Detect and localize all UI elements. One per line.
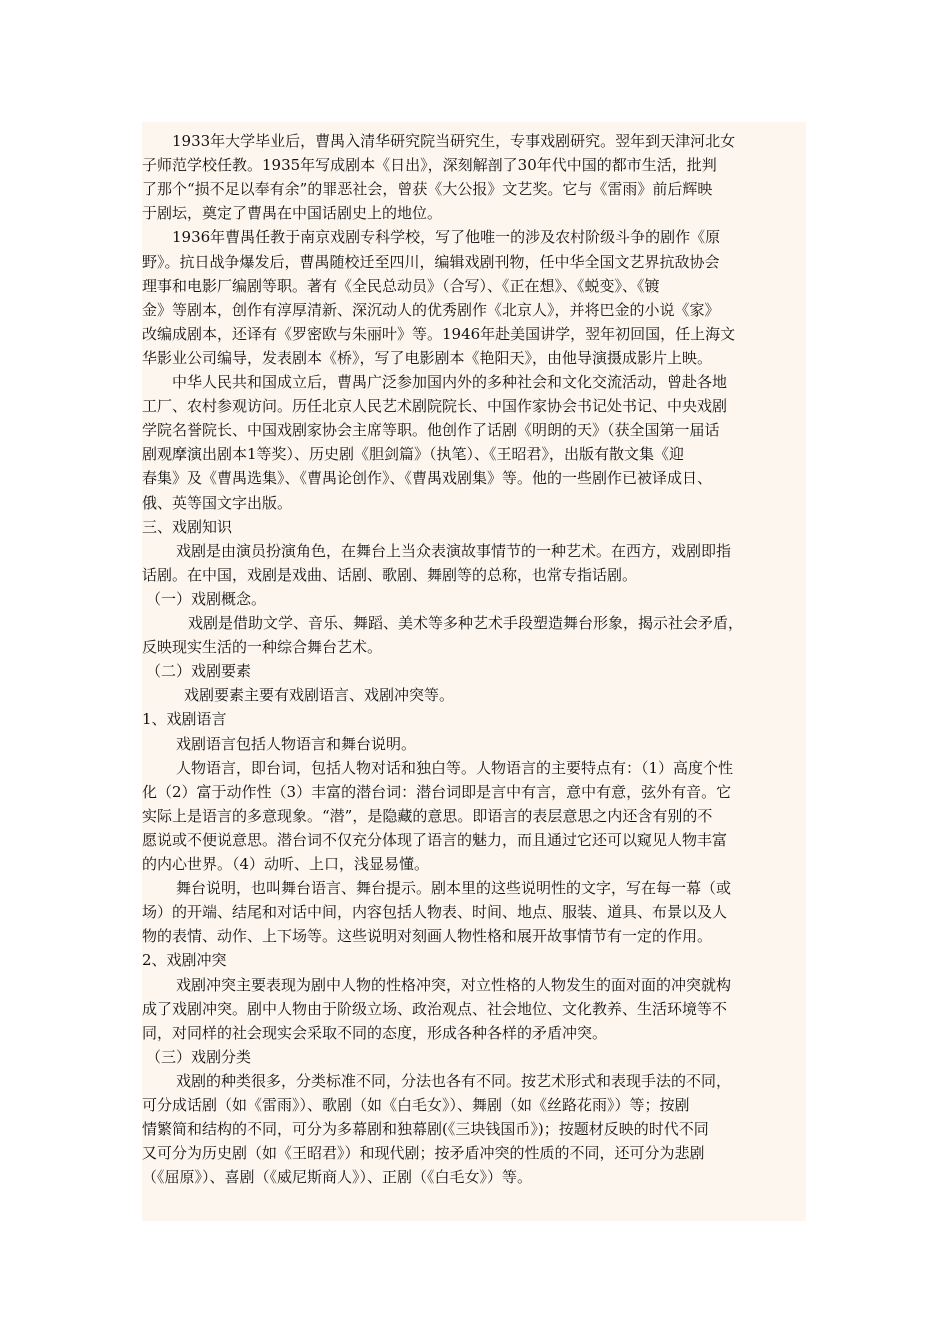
text-line: 戏剧的种类很多，分类标准不同，分法也各有不同。按艺术形式和表现手法的不同，: [176, 1071, 732, 1090]
text-line: 戏剧是借助文学、音乐、舞蹈、美术等多种艺术手段塑造舞台形象，揭示社会矛盾，: [188, 614, 744, 632]
text-line: 愿说或不便说意思。潜台词不仅充分体现了语言的魅力，而且通过它还可以窥见人物丰富: [142, 830, 728, 849]
text-line: （二）戏剧要素: [146, 662, 252, 681]
text-line: 话剧。在中国，戏剧是戏曲、话剧、歌剧、舞剧等的总称，也常专指话剧。: [142, 565, 638, 584]
text-line: 中华人民共和国成立后，曹禺广泛参加国内外的多种社会和文化交流活动，曾赴各地: [172, 373, 728, 391]
text-line: 物的表情、动作、上下场等。这些说明对刻画人物性格和展开故事情节有一定的作用。: [142, 927, 713, 946]
text-line: 子师范学校任教。1935年写成剧本《日出》，深刻解剖了30年代中国的都市生活，批判: [142, 156, 717, 175]
text-line: 戏剧是由演员扮演角色，在舞台上当众表演故事情节的一种艺术。在西方，戏剧即指: [176, 541, 732, 560]
text-line: 金》等剧本，创作有淳厚清新、深沉动人的优秀剧作《北京人》，并将巴金的小说《家》: [142, 300, 720, 319]
text-line: 2、戏剧冲突: [142, 951, 227, 970]
text-line: 化（2）富于动作性（3）丰富的潜台词：潜台词即是言中有言，意中有意，弦外有音。它: [142, 782, 732, 801]
text-line: （《屈原》）、喜剧（《威尼斯商人》）、正剧（《白毛女》）等。: [142, 1168, 533, 1187]
text-line: 1936年曹禺任教于南京戏剧专科学校，写了他唯一的涉及农村阶级斗争的剧作《原: [172, 228, 721, 247]
text-line: 于剧坛，奠定了曹禺在中国话剧史上的地位。: [142, 204, 443, 223]
document-body: [142, 122, 806, 1221]
text-line: 1933年大学毕业后，曹禺入清华研究院当研究生，专事戏剧研究。翌年到天津河北女: [172, 132, 736, 150]
text-line: 场）的开端、结尾和对话中间，内容包括人物表、时间、地点、服装、道具、布景以及人: [142, 903, 728, 922]
text-line: 人物语言，即台词，包括人物对话和独白等。人物语言的主要特点有：（1）高度个性: [176, 758, 734, 777]
text-line: 戏剧冲突主要表现为剧中人物的性格冲突，对立性格的人物发生的面对面的冲突就构: [176, 975, 732, 994]
text-line: 学院名誉院长、中国戏剧家协会主席等职。他创作了话剧《明朗的天》（获全国第一届话: [142, 421, 720, 440]
text-line: 了那个“损不足以奉有余”的罪恶社会，曾获《大公报》文艺奖。它与《雷雨》前后辉映: [142, 180, 713, 199]
text-line: 剧观摩演出剧本1等奖）、历史剧《胆剑篇》（执笔）、《王昭君》，出版有散文集《迎: [142, 445, 685, 464]
text-line: 舞台说明，也叫舞台语言、舞台提示。剧本里的这些说明性的文字，写在每一幕（或: [176, 879, 732, 898]
text-line: 可分成话剧（如《雷雨》）、歌剧（如《白毛女》）、舞剧（如《丝路花雨》）等；按剧: [142, 1096, 690, 1114]
text-line: 俄、英等国文字出版。: [142, 493, 293, 512]
text-line: 情繁简和结构的不同，可分为多幕剧和独幕剧(《三块钱国币》)；按题材反映的时代不同: [142, 1120, 709, 1139]
text-line: 又可分为历史剧（如《王昭君》）和现代剧；按矛盾冲突的性质的不同，还可分为悲剧: [142, 1144, 705, 1163]
text-line: 工厂、农村参观访问。历任北京人民艺术剧院院长、中国作家协会书记处书记、中央戏剧: [142, 397, 728, 416]
text-line: 三、戏剧知识: [142, 517, 233, 536]
text-line: 春集》及《曹禺选集》、《曹禺论创作》、《曹禺戏剧集》等。他的一些剧作已被译成日、: [142, 469, 713, 488]
text-line: 理事和电影厂编剧等职。著有《全民总动员》（合写）、《正在想》、《蜕变》、《镀: [142, 276, 660, 295]
text-line: 1、戏剧语言: [142, 710, 227, 729]
text-line: 成了戏剧冲突。剧中人物由于阶级立场、政治观点、社会地位、文化教养、生活环境等不: [142, 999, 728, 1018]
text-line: 改编成剧本，还译有《罗密欧与朱丽叶》等。1946年赴美国讲学，翌年初回国，任上海文: [142, 324, 736, 343]
text-line: （一）戏剧概念。: [146, 589, 267, 608]
text-line: 戏剧要素主要有戏剧语言、戏剧冲突等。: [184, 686, 455, 705]
text-line: 实际上是语言的多意现象。“潜”，是隐藏的意思。即语言的表层意思之内还含有别的不: [142, 806, 713, 825]
text-line: 的内心世界。（4）动听、上口，浅显易懂。: [142, 855, 430, 873]
text-line: 反映现实生活的一种综合舞台艺术。: [142, 638, 383, 657]
text-line: 戏剧语言包括人物语言和舞台说明。: [176, 734, 417, 753]
text-line: 华影业公司编导，发表剧本《桥》，写了电影剧本《艳阳天》，由他导演摄成影片上映。: [142, 348, 713, 367]
text-line: 同，对同样的社会现实会采取不同的态度，形成各种各样的矛盾冲突。: [142, 1023, 608, 1042]
text-line: 野》。抗日战争爆发后，曹禺随校迁至四川，编辑戏剧刊物，任中华全国文艺界抗敌协会: [142, 252, 720, 271]
text-line: （三）戏剧分类: [146, 1047, 252, 1066]
